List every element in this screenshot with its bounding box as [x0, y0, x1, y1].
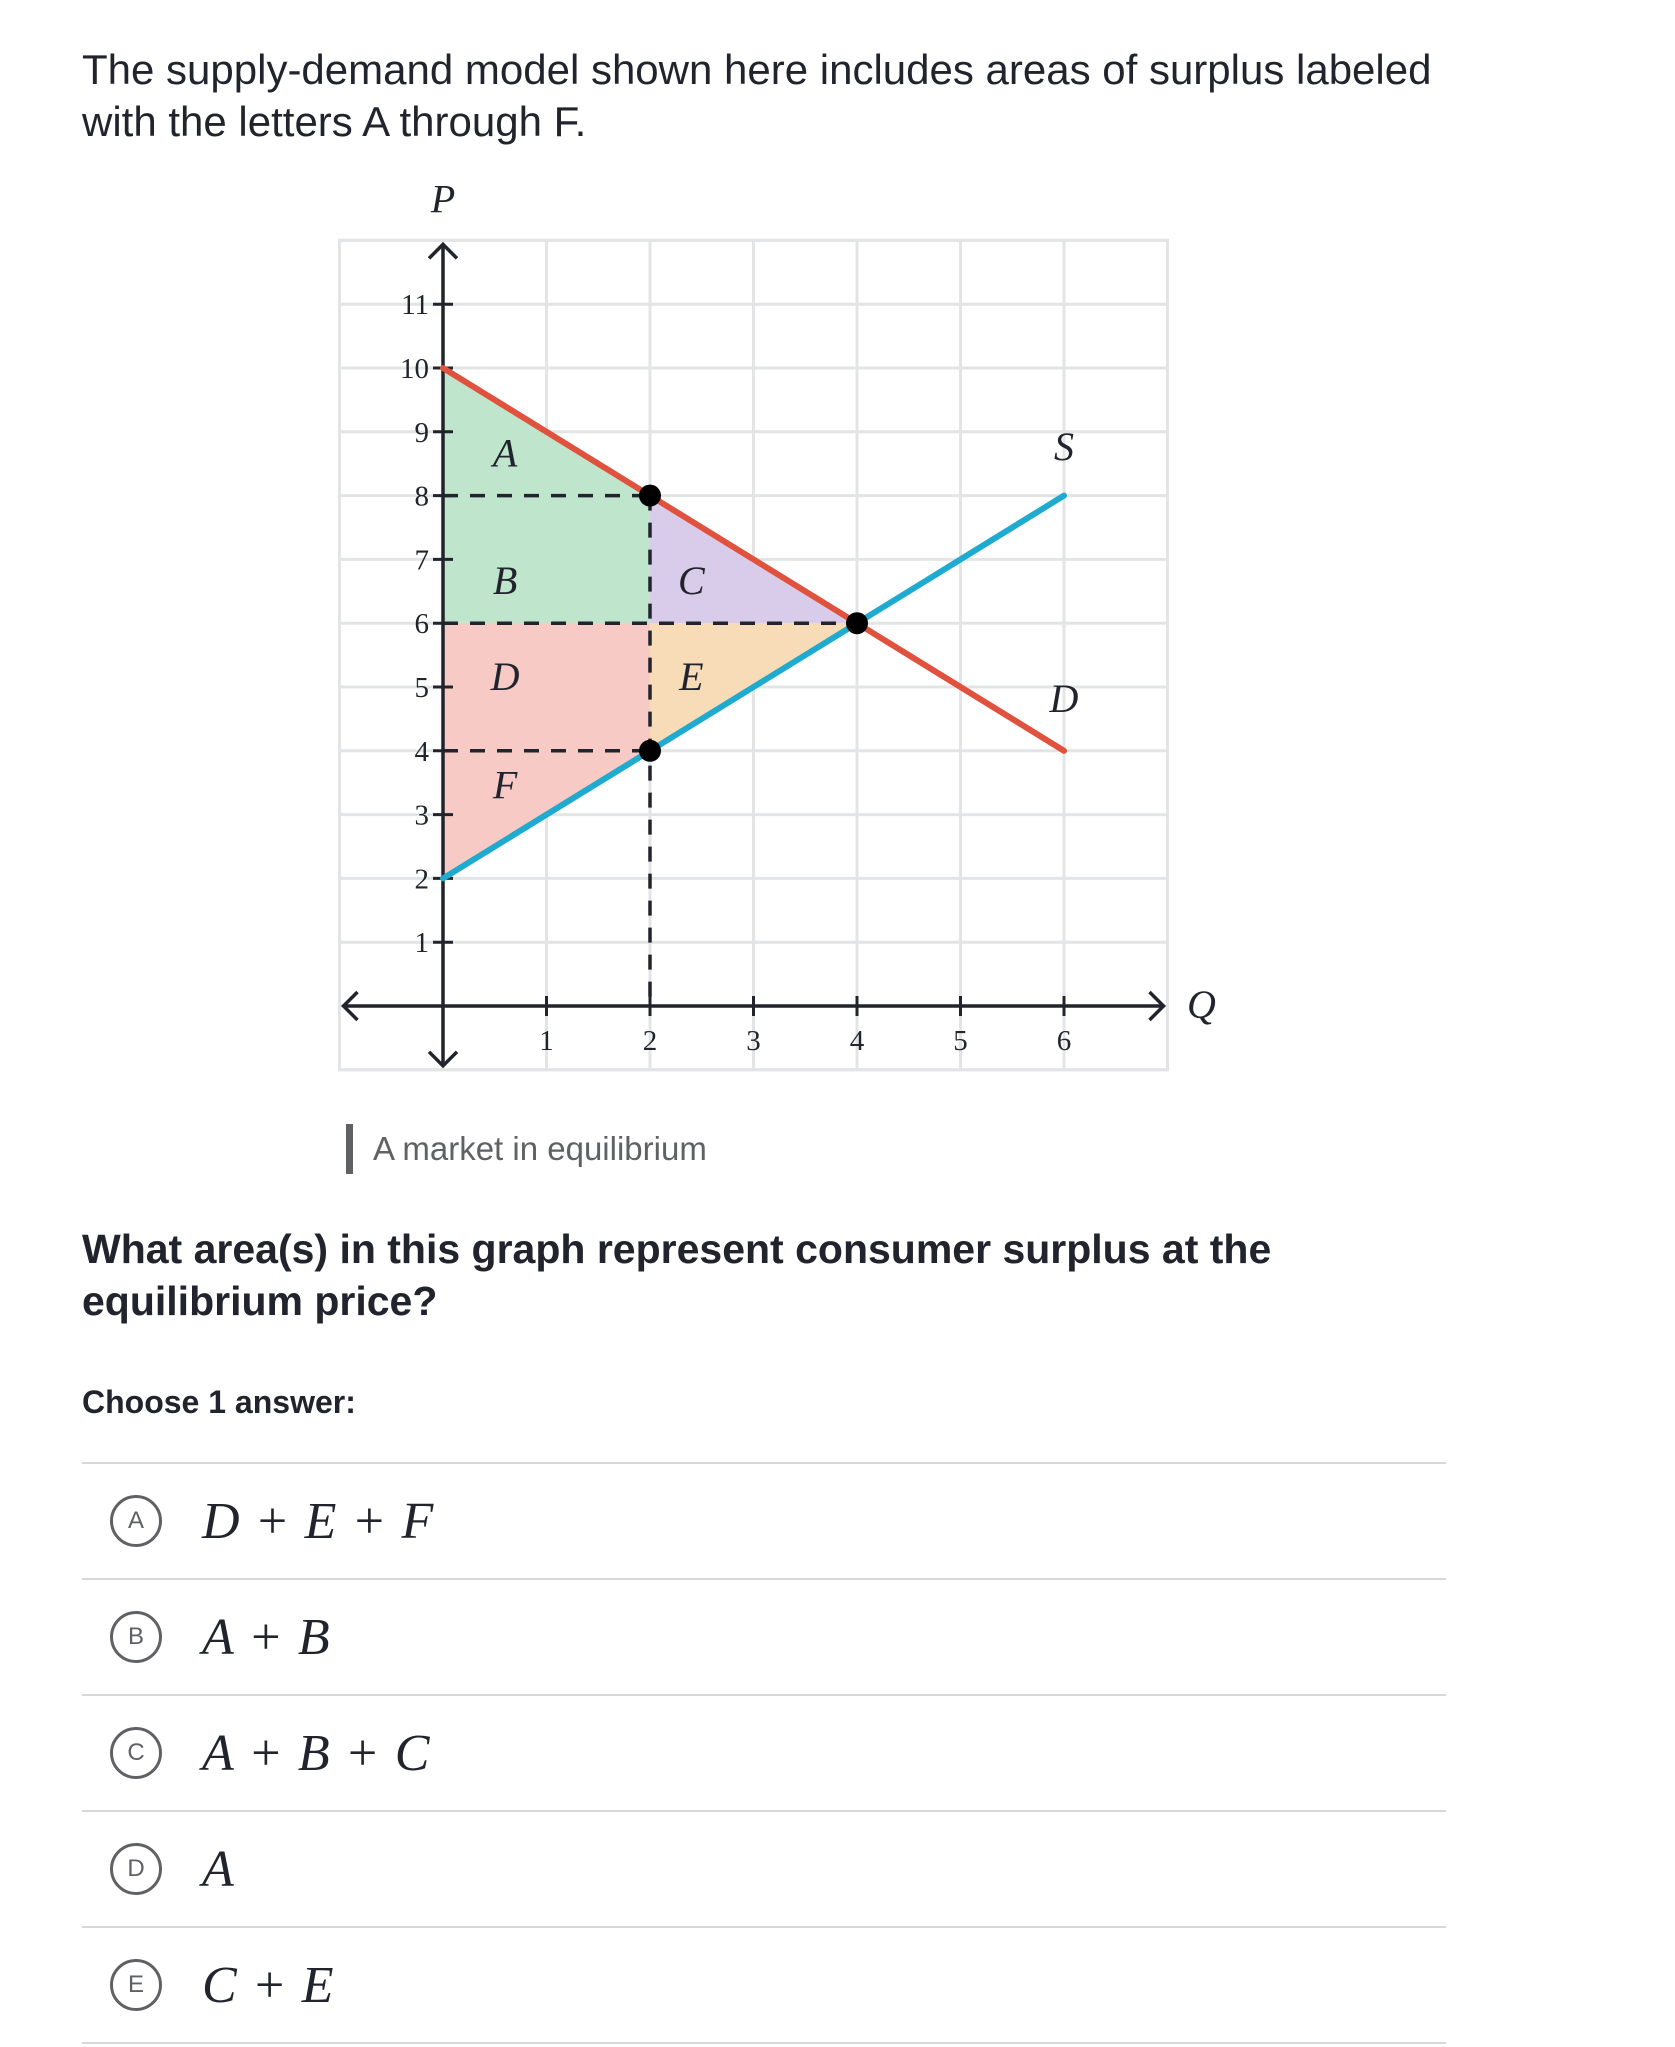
y-tick-label: 7 [414, 544, 429, 577]
y-tick-label: 10 [400, 353, 429, 385]
choose-label: Choose 1 answer: [82, 1384, 356, 1420]
y-tick-label: 6 [414, 608, 429, 641]
region-label: E [679, 653, 704, 699]
region-label: D [490, 653, 520, 699]
choice-letter[interactable]: E [110, 1959, 162, 2011]
choice-expression: A + B [202, 1608, 331, 1666]
choice-expression: D + E + F [202, 1492, 435, 1550]
choice-d[interactable] [82, 1812, 1446, 1928]
x-axis-label: Q [1187, 982, 1216, 1027]
choice-b[interactable] [82, 1580, 1446, 1696]
choice-letter[interactable]: A [110, 1495, 162, 1547]
y-tick-label: 9 [414, 416, 429, 449]
region-d [443, 623, 650, 751]
choice-a[interactable] [82, 1464, 1446, 1580]
region-label: B [492, 558, 518, 604]
region-label: A [492, 430, 518, 476]
choice-expression: A + B + C [202, 1724, 431, 1782]
y-tick-label: 1 [414, 927, 429, 960]
choice-expression: A [202, 1840, 235, 1898]
y-tick-label: 11 [401, 289, 429, 322]
point-marker [639, 740, 661, 762]
point-marker [846, 612, 868, 634]
choice-letter[interactable]: D [110, 1843, 162, 1895]
choice-expression: C + E [202, 1956, 335, 2014]
choice-c[interactable] [82, 1696, 1446, 1812]
region-label: C [678, 558, 705, 604]
curve-label: D [1049, 676, 1079, 722]
region-b [443, 496, 650, 624]
x-tick-label: 6 [1056, 1025, 1072, 1057]
y-tick-label: 2 [414, 863, 429, 896]
choice-letter[interactable]: C [110, 1727, 162, 1779]
answer-choices [82, 1462, 1446, 2044]
x-tick-label: 4 [849, 1025, 865, 1057]
point-marker [639, 485, 661, 507]
intro-text: The supply-demand model shown here includes areas of surplus labeled with the letters A through F. [82, 46, 1432, 145]
x-tick-label: 1 [539, 1025, 554, 1057]
choice-e[interactable] [82, 1928, 1446, 2044]
y-axis-label: P [430, 176, 456, 222]
curve-label: S [1054, 424, 1074, 470]
question-text: What area(s) in this graph represent consumer surplus at the equilibrium price? [82, 1226, 1272, 1324]
y-tick-label: 4 [414, 735, 429, 768]
figure-caption: A market in equilibrium [346, 1124, 707, 1174]
y-tick-label: 5 [414, 672, 429, 704]
x-tick-label: 5 [953, 1025, 968, 1057]
region-label: F [492, 762, 518, 808]
x-tick-label: 2 [642, 1025, 658, 1057]
choice-letter[interactable]: B [110, 1611, 162, 1663]
y-tick-label: 8 [414, 480, 429, 513]
x-tick-label: 3 [746, 1025, 761, 1057]
y-tick-label: 3 [414, 799, 429, 832]
